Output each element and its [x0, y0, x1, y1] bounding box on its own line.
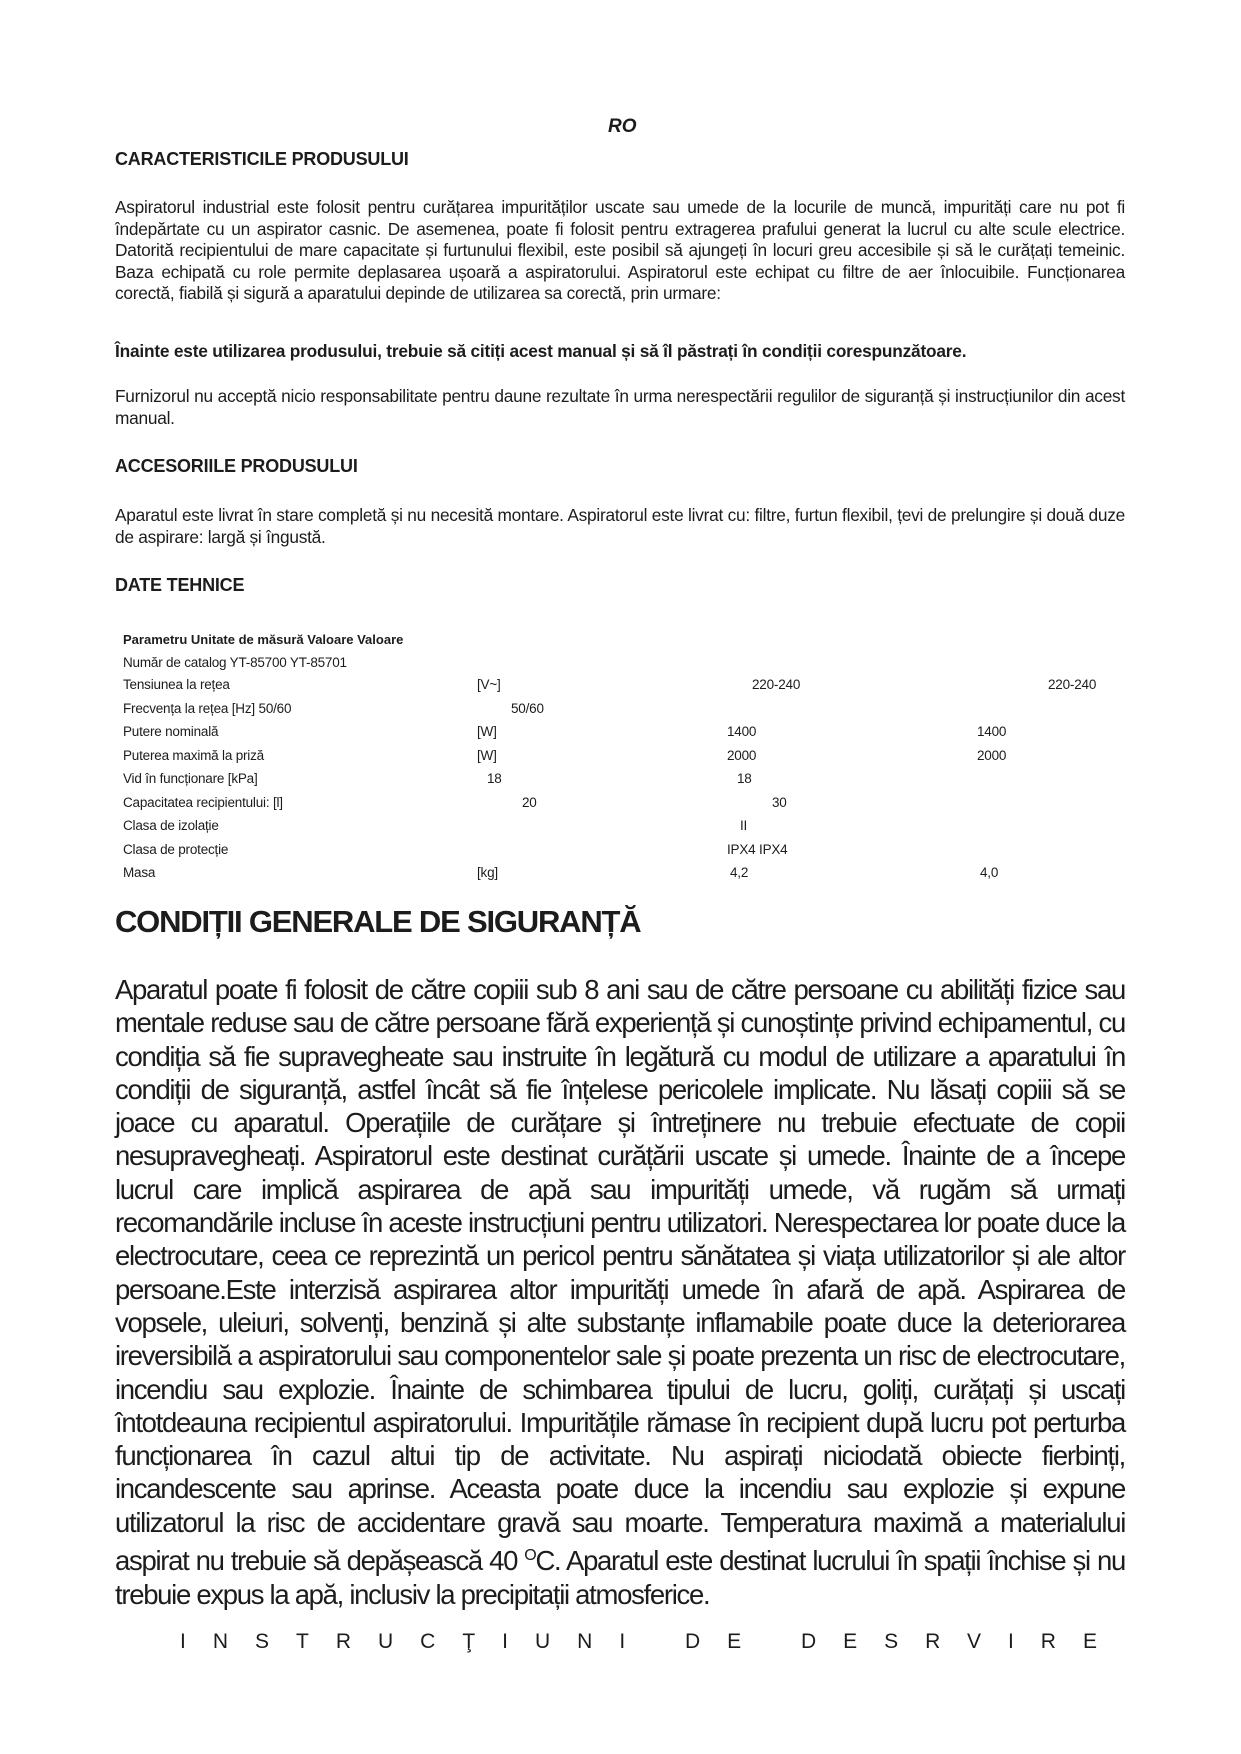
degree-superscript: O [524, 1547, 536, 1565]
table-row-value2: 220-240 [1048, 677, 1097, 692]
table-row-value1: 20 [522, 795, 537, 810]
safety-text-main: Aparatul poate fi folosit de către copiii sub 8 ani sau de către persoane cu abilități fizice sau mentale reduse sau de către persoane fără experiență și cunoștințe privind echipamentul, cu condiția să fie supravegheate sau instruite în legătură cu modul de utilizare a aparatului în condiții de siguranță, astfel încât să fie înțelese pericolele implicate. Nu lăsați copiii să se joace cu aparatul. Operațiile de curățare și întreținere nu trebuie efectuate de copii nesupravegheați. Aspiratorul este destinat curățării uscate și umede. Înainte de a începe lucrul care implică aspirarea de apă sau impurități umede, vă rugăm să urmați recomandările incluse în aceste instrucțiuni pentru utilizatori. Nerespectarea lor poate duce la electrocutare, ceea ce reprezintă un pericol pentru sănătatea și viața utilizatorilor și ale altor persoane.Este interzisă aspirarea altor impurități umede în afară de apă. Aspirarea de vopsele, uleiuri, solvenți, benzină și alte substanțe inflamabile poate duce la deteriorarea ireversibilă a aspiratorului sau componentelor sale și poate prezenta un risc de electrocutare, incendiu sau explozie. Înainte de schimbarea tipului de lucru, goliți, curățați și uscați întotdeauna recipientul aspiratorului. Impuritățile rămase în recipient după lucru pot perturba funcționarea în cazul altui tip de activitate. Nu aspirați niciodată obiecte fierbinți, incandescente sau aprinse. Aceasta poate duce la incendiu sau explozie și expune utilizatorul la risc de accidentare gravă sau moarte. Temperatura maximă a materialului aspirat nu trebuie să depășească 40 [115, 974, 1125, 1577]
table-row-unit: [W] [477, 748, 497, 763]
table-row-value1: 220-240 [752, 677, 801, 692]
table-row-unit: [V~] [477, 677, 501, 692]
features-paragraph: Aspiratorul industrial este folosit pentru curățarea impurităților uscate sau umede de la locurile de muncă, impurități care nu pot fi îndepărtate cu un aspirator casnic. De asemenea, poate fi folosit pentru extragerea prafului generat la lucrul cu alte scule electrice. Datorită recipientului de mare capacitate și furtunului flexibil, este posibil să ajungeți în locuri greu accesibile și să le curățați temeinic. Baza echipată cu role permite deplasarea ușoară a aspiratorului. Aspiratorul este echipat cu filtre de aer înlocuibile. Funcționarea corectă, fiabilă și sigură a aparatului depinde de utilizarea sa corectă, prin urmare: [115, 197, 1125, 304]
table-row-value1: IPX4 IPX4 [727, 842, 788, 857]
table-row-unit: [W] [477, 724, 497, 739]
table-row-param: Capacitatea recipientului: [l] [123, 795, 283, 810]
table-row-param: Clasa de izolație [123, 818, 219, 833]
table-row-unit: [kg] [477, 865, 498, 880]
table-row-value1: 4,2 [730, 865, 749, 880]
table-header: Parametru Unitate de măsură Valoare Valoare [123, 632, 404, 647]
table-row-value1: 2000 [727, 748, 757, 763]
safety-title: CONDIȚII GENERALE DE SIGURANȚĂ [115, 904, 641, 939]
read-manual-note: Înainte este utilizarea produsului, trebuie să citiți acest manual și să îl păstrați în condiții corespunzătoare. [115, 341, 967, 361]
features-heading: CARACTERISTICILE PRODUSULUI [115, 149, 409, 169]
liability-paragraph: Furnizorul nu acceptă nicio responsabilitate pentru daune rezultate în urma nerespectării regulilor de siguranță și instrucțiunilor din acest manual. [115, 386, 1125, 428]
table-row-value1: 50/60 [511, 701, 544, 716]
footer-title: INSTRUCŢIUNI DE DESRVIRE [180, 1630, 1124, 1653]
safety-paragraph [115, 973, 1125, 1611]
table-row-value1: II [740, 818, 748, 833]
table-row-param: Masa [123, 865, 156, 880]
catalog-row: Număr de catalog YT-85700 YT-85701 [123, 655, 347, 670]
table-row-param: Frecvența la rețea [Hz] 50/60 [123, 701, 292, 716]
table-row-param: Tensiunea la rețea [123, 677, 230, 692]
table-row-value2: 2000 [977, 748, 1007, 763]
table-row-value1: 18 [487, 771, 502, 786]
table-row-value2: 30 [772, 795, 787, 810]
table-row-value1: 1400 [727, 724, 757, 739]
safety-text-end: C. Aparatul este destinat lucrului în spații închise și nu trebuie expus la apă, inclusiv la precipitații atmosferice. [115, 1545, 1125, 1610]
table-row-value2: 4,0 [980, 865, 999, 880]
tech-heading: DATE TEHNICE [115, 575, 245, 595]
table-row-param: Puterea maximă la priză [123, 748, 264, 763]
table-row-param: Putere nominală [123, 724, 219, 739]
language-label: RO [608, 116, 637, 137]
table-row-param: Vid în funcționare [kPa] [123, 771, 258, 786]
table-row-param: Clasa de protecție [123, 842, 229, 857]
accessories-paragraph: Aparatul este livrat în stare completă și nu necesită montare. Aspiratorul este livrat cu: filtre, furtun flexibil, țevi de prelungire și două duze de aspirare: largă și îngustă. [115, 505, 1125, 547]
table-row-value2: 18 [737, 771, 752, 786]
accessories-heading: ACCESORIILE PRODUSULUI [115, 456, 358, 476]
table-row-value2: 1400 [977, 724, 1007, 739]
